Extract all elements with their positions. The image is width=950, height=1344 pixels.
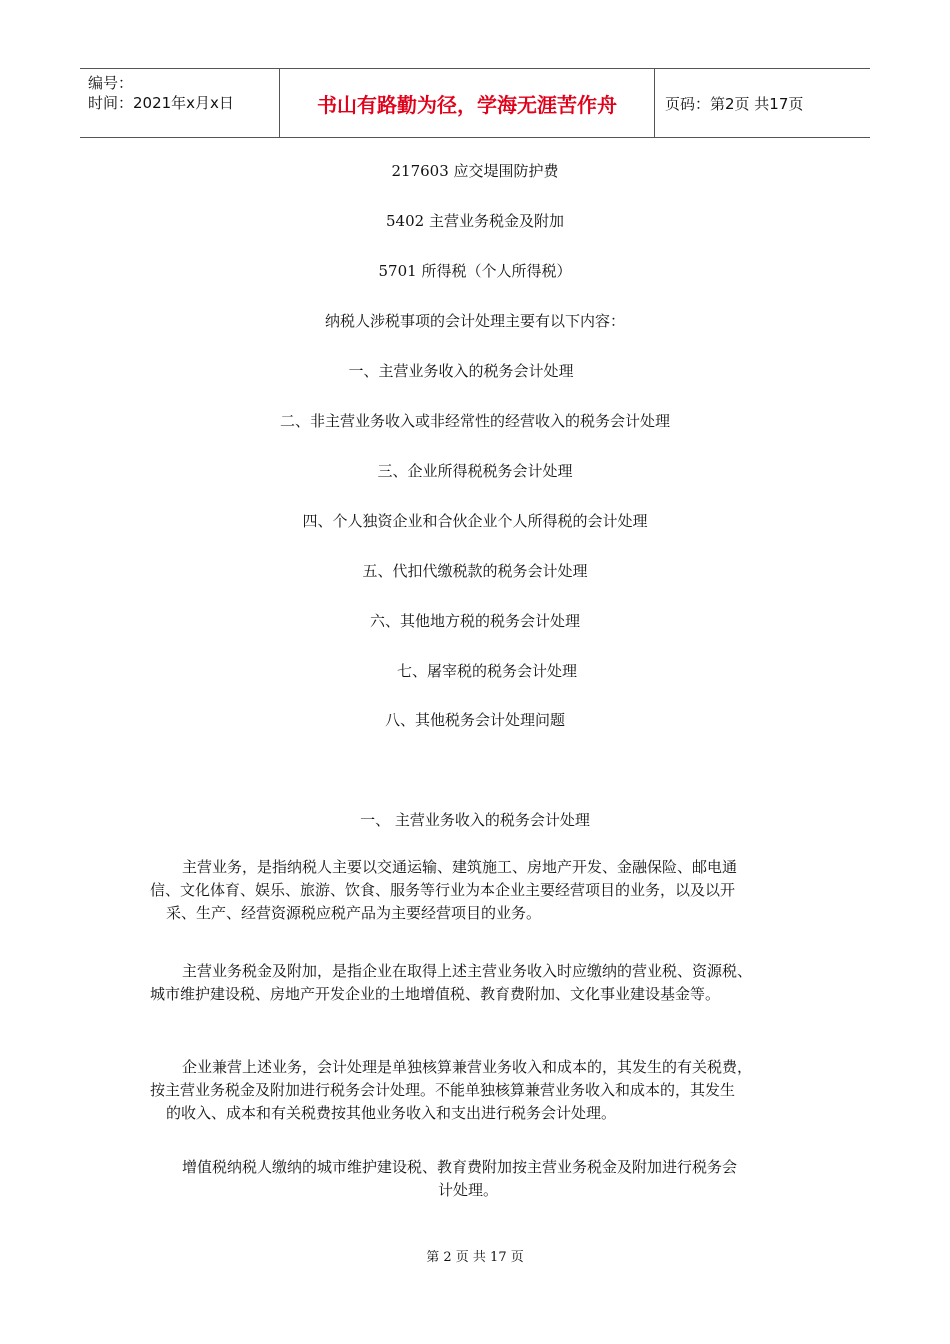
paragraph-3 [150,1056,752,1125]
paragraph-line: 按主营业务税金及附加进行税务会计处理。不能单独核算兼营业务收入和成本的，其发生 [150,1081,736,1099]
outline-item-2: 二、非主营业务收入或非经常性的经营收入的税务会计处理 [279,412,670,430]
account-line-2: 5402 主营业务税金及附加 [386,212,564,230]
outline-item-8: 八、其他税务会计处理问题 [384,711,565,729]
header-motto: 书山有路勤为径，学海无涯苦作舟 [280,69,655,137]
paragraph-line: 增值税纳税人缴纳的城市维护建设税、教育费附加按主营业务税金及附加进行税务会 [182,1158,738,1176]
paragraph-1 [150,856,737,925]
outline-item-1: 一、主营业务收入的税务会计处理 [348,362,574,380]
paragraph-line: 主营业务税金及附加，是指企业在取得上述主营业务收入时应缴纳的营业税、资源税、 [182,962,753,980]
section-title: 一、 主营业务收入的税务会计处理 [360,811,590,829]
outline-item-3: 三、企业所得税税务会计处理 [377,462,573,480]
paragraph-4 [150,1156,737,1202]
paragraph-line: 的收入、成本和有关税费按其他业务收入和支出进行税务会计处理。 [166,1104,617,1122]
outline-item-7: 七、屠宰税的税务会计处理 [396,662,577,680]
account-line-3: 5701 所得税（个人所得税） [378,262,572,280]
paragraph-line: 计处理。 [438,1181,499,1199]
paragraph-line: 信、文化体育、娱乐、旅游、饮食、服务等行业为本企业主要经营项目的业务，以及以开 [150,881,736,899]
outline-item-5: 五、代扣代缴税款的税务会计处理 [362,562,588,580]
intro-line: 纳税人涉税事项的会计处理主要有以下内容： [324,312,625,330]
page-footer: 第 2 页 共 17 页 [426,1250,524,1265]
paragraph-line: 企业兼营上述业务，会计处理是单独核算兼营业务收入和成本的，其发生的有关税费， [182,1058,753,1076]
header-meta [80,69,280,137]
account-line-1: 217603 应交堤围防护费 [391,162,559,180]
outline-item-6: 六、其他地方税的税务会计处理 [369,612,580,630]
paragraph-2 [150,960,752,1006]
outline-item-4: 四、个人独资企业和合伙企业个人所得税的会计处理 [302,512,648,530]
paragraph-line: 采、生产、经营资源税应税产品为主要经营项目的业务。 [166,904,542,922]
header-page-label: 页码：第2页 共17页 [665,94,804,113]
paragraph-line: 城市维护建设税、房地产开发企业的土地增值税、教育费附加、文化事业建设基金等。 [150,985,721,1003]
time-label: 时间：2021年x月x日 [88,94,234,112]
number-label: 编号： [88,74,134,92]
page-header [80,68,870,138]
paragraph-line: 主营业务，是指纳税人主要以交通运输、建筑施工、房地产开发、金融保险、邮电通 [182,858,738,876]
